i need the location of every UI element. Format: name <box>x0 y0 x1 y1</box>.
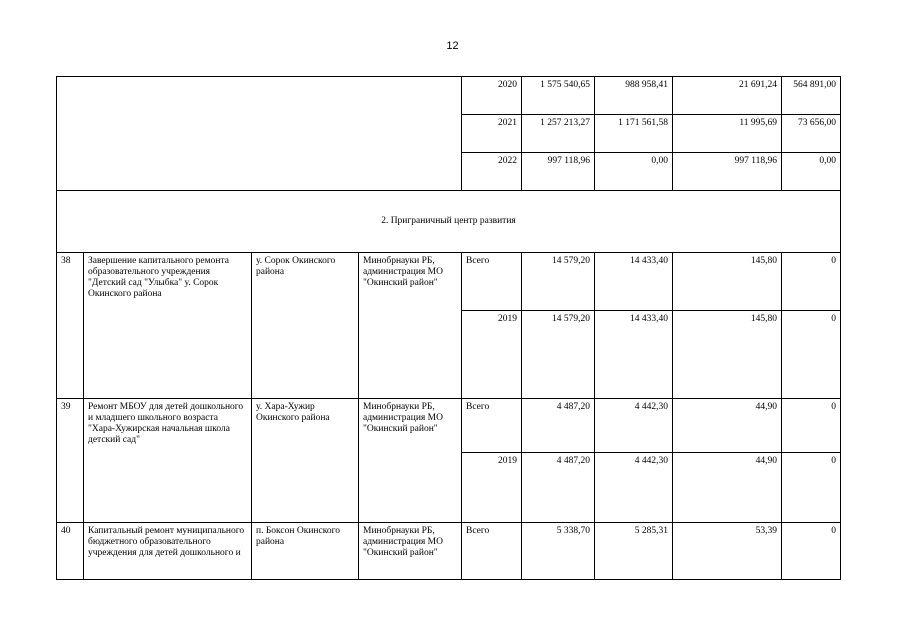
total-cell: 5 338,70 <box>522 523 595 580</box>
total-cell: 997 118,96 <box>522 153 595 191</box>
item-number: 40 <box>57 523 84 580</box>
year-cell: Всего <box>462 399 522 453</box>
value-cell: 0 <box>782 253 841 311</box>
item-name: Капитальный ремонт муниципального бюджетного образовательного учреждения для детей дошкольного и <box>84 523 252 580</box>
value-cell: 53,39 <box>673 523 782 580</box>
item-number: 39 <box>57 399 84 523</box>
item-responsible: Минобрнауки РБ, администрация МО "Окинский район" <box>359 523 462 580</box>
value-cell: 1 171 561,58 <box>595 115 673 153</box>
table-row <box>57 253 841 311</box>
total-cell: 1 575 540,65 <box>522 77 595 115</box>
total-cell: 1 257 213,27 <box>522 115 595 153</box>
value-cell: 564 891,00 <box>782 77 841 115</box>
value-cell: 14 433,40 <box>595 311 673 399</box>
item-number: 38 <box>57 253 84 399</box>
value-cell: 11 995,69 <box>673 115 782 153</box>
item-location: у. Хара-Хужир Окинского района <box>252 399 359 523</box>
section-title: 2. Приграничный центр развития <box>57 191 841 253</box>
year-cell: 2019 <box>462 311 522 399</box>
item-location: у. Сорок Окинского района <box>252 253 359 399</box>
year-cell: 2019 <box>462 453 522 523</box>
value-cell: 4 442,30 <box>595 453 673 523</box>
value-cell: 0 <box>782 453 841 523</box>
year-cell: Всего <box>462 523 522 580</box>
value-cell: 0,00 <box>595 153 673 191</box>
year-cell: 2020 <box>462 77 522 115</box>
item-name: Завершение капитального ремонта образовательного учреждения "Детский сад "Улыбка" у. Сорок Окинского района <box>84 253 252 399</box>
value-cell: 14 433,40 <box>595 253 673 311</box>
total-cell: 4 487,20 <box>522 399 595 453</box>
value-cell: 5 285,31 <box>595 523 673 580</box>
item-name: Ремонт МБОУ для детей дошкольного и младшего школьного возраста "Хара-Хужирская начальная школа детский сад" <box>84 399 252 523</box>
total-cell: 4 487,20 <box>522 453 595 523</box>
value-cell: 44,90 <box>673 453 782 523</box>
year-cell: 2021 <box>462 115 522 153</box>
item-location: п. Боксон Окинского района <box>252 523 359 580</box>
value-cell: 0 <box>782 311 841 399</box>
value-cell: 73 656,00 <box>782 115 841 153</box>
table-row <box>57 77 841 115</box>
table-row <box>57 523 841 580</box>
year-cell: Всего <box>462 253 522 311</box>
value-cell: 0,00 <box>782 153 841 191</box>
item-responsible: Минобрнауки РБ, администрация МО "Окинский район" <box>359 399 462 523</box>
blank-cell <box>57 77 462 191</box>
value-cell: 988 958,41 <box>595 77 673 115</box>
budget-table <box>56 76 841 580</box>
value-cell: 145,80 <box>673 311 782 399</box>
table-row <box>57 399 841 453</box>
value-cell: 4 442,30 <box>595 399 673 453</box>
section-row <box>57 191 841 253</box>
value-cell: 0 <box>782 523 841 580</box>
value-cell: 0 <box>782 399 841 453</box>
year-cell: 2022 <box>462 153 522 191</box>
value-cell: 44,90 <box>673 399 782 453</box>
total-cell: 14 579,20 <box>522 311 595 399</box>
total-cell: 14 579,20 <box>522 253 595 311</box>
item-responsible: Минобрнауки РБ, администрация МО "Окинский район" <box>359 253 462 399</box>
page-number: 12 <box>446 40 459 52</box>
value-cell: 21 691,24 <box>673 77 782 115</box>
value-cell: 997 118,96 <box>673 153 782 191</box>
value-cell: 145,80 <box>673 253 782 311</box>
